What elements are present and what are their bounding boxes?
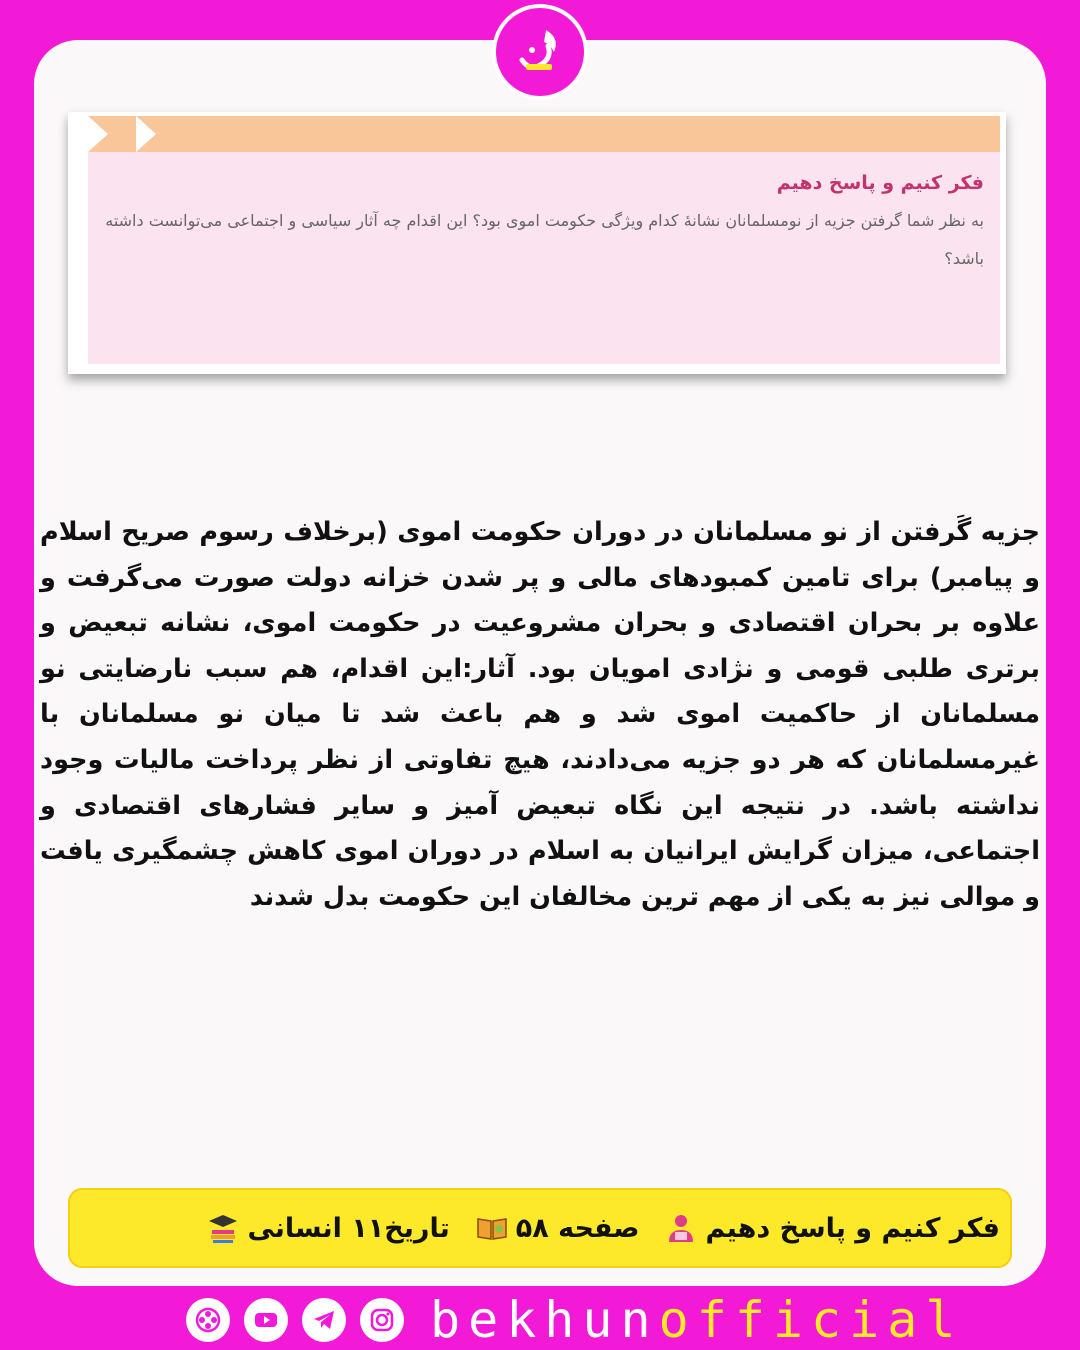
chevron-decoration	[88, 116, 108, 152]
social-handle[interactable]	[430, 1292, 963, 1348]
bekhun-logo-icon[interactable]	[492, 4, 588, 100]
telegram-icon[interactable]	[302, 1298, 346, 1342]
handle-part-2: official	[658, 1291, 964, 1349]
social-bar	[186, 1292, 963, 1348]
open-book-icon	[476, 1212, 508, 1244]
graduation-books-icon	[207, 1212, 239, 1244]
instagram-icon[interactable]	[360, 1298, 404, 1342]
footer-page-label: صفحه ۵۸	[515, 1212, 640, 1244]
footer-section-label: فکر کنیم و پاسخ دهیم	[705, 1212, 1000, 1244]
textbook-body	[88, 152, 1000, 364]
textbook-header-band	[88, 116, 1000, 152]
footer-course-label: تاریخ۱۱ انسانی	[247, 1212, 450, 1244]
footer-section	[665, 1212, 1000, 1244]
textbook-excerpt	[68, 112, 1006, 374]
chevron-decoration	[136, 116, 156, 152]
footer-course	[207, 1212, 449, 1244]
aparat-icon[interactable]	[186, 1298, 230, 1342]
handle-part-1: bekhun	[430, 1291, 659, 1349]
youtube-icon[interactable]	[244, 1298, 288, 1342]
teacher-icon	[665, 1212, 697, 1244]
answer-text: جزیه گَرفتن از نو مسلمانان در دوران حکومت اموی (برخلاف رسوم صریح اسلام و پیامبر) برای تامین کمبودهای مالی و پر شدن خزانه دولت صورت می‌گرفت و علاوه بر بحران اقتصادی و بحران مشروعیت در حکومت اموی، نشانه تبعیض و برتری طلبی قومی و نژادی امویان بود. آثار:این اقدام، هم سبب نارضایتی نو مسلمانان از حاکمیت اموی شد و هم باعث شد تا میان نو مسلمانان با غیرمسلمانان که هر دو جزیه می‌دادند، هیچ تفاوتی از نظر پرداخت مالیات وجود نداشته باشد. در نتیجه این نگاه تبعیض آمیز و سایر فشارهای اقتصادی و اجتماعی، میزان گرایش ایرانیان به اسلام در دوران اموی کاهش چشمگیری یافت و موالی نیز به یکی از مهم ترین مخالفان این حکومت بدل شدند	[40, 517, 1040, 912]
footer-info-bar	[68, 1188, 1012, 1268]
textbook-title: فکر کنیم و پاسخ دهیم	[776, 172, 984, 194]
footer-page	[476, 1212, 640, 1244]
textbook-question: به نظر شما گرفتن جزیه از نومسلمانان نشانهٔ کدام ویژگی حکومت اموی بود؟ این اقدام چه آثار سیاسی و اجتماعی می‌توانست داشته باشد؟	[105, 211, 984, 268]
